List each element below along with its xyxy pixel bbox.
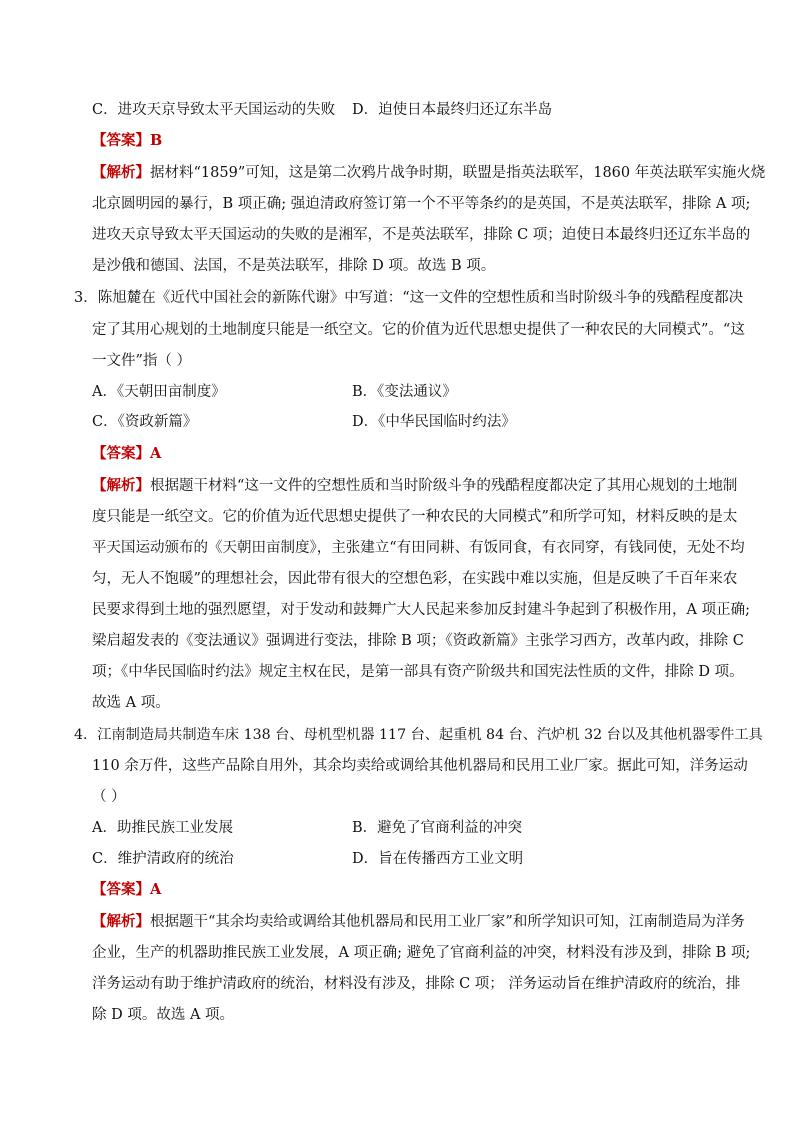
option-letter: D．: [352, 414, 379, 430]
explanation-tag: 【解析】: [92, 164, 150, 181]
q4-stem-line: （ ）: [92, 789, 126, 805]
q3-option-c: [92, 412, 197, 432]
q3-explanation-line: 【解析】根据题干材料“这一文件的空想性质和当时阶级斗争的残酷程度都决定了其用心规划的土地制: [92, 477, 738, 494]
question-number: 4．: [74, 727, 98, 743]
q3-explanation-line: 梁启超发表的《变法通议》强调进行变法，排除 B 项；《资政新篇》主张学习西方，改革内政，排除 C: [92, 633, 744, 649]
option-text: 避免了官商利益的冲突: [377, 820, 523, 836]
q4-option-b: [352, 818, 522, 838]
option-text: 《变法通议》: [377, 384, 457, 400]
q4-answer: [92, 880, 161, 900]
q4-explanation-line: 洋务运动有助于维护清政府的统治，材料没有涉及，排除 C 项； 洋务运动旨在维护清政府的统治，排: [92, 976, 741, 992]
question-number: 3．: [74, 290, 98, 306]
option-letter: D．: [352, 102, 379, 118]
explanation-tag: 【解析】: [92, 477, 150, 494]
option-letter: C．: [92, 414, 118, 430]
answer-tag: 【答案】: [92, 132, 150, 149]
option-letter: C．: [92, 851, 118, 867]
explanation-tag: 【解析】: [92, 913, 150, 930]
q4-stem-line: 4．江南制造局共制造车床 138 台、母机型机器 117 台、起重机 84 台、汽炉机 32 台以及其他机器零件工具: [74, 727, 763, 743]
q2-explanation-line: 进攻天京导致太平天国运动的失败的是湘军，不是英法联军，排除 C 项；迫使日本最终归还辽东半岛的: [92, 227, 751, 243]
option-text: 《中华民国临时约法》: [378, 414, 516, 430]
option-letter: A．: [92, 820, 117, 836]
option-text: 《天朝田亩制度》: [116, 384, 226, 400]
q4-option-c: [92, 849, 234, 869]
q3-answer: [92, 444, 161, 464]
q4-explanation-line: 企业，生产的机器助推民族工业发展，A 项正确; 避免了官商利益的冲突，材料没有涉及到，排除 B 项;: [92, 945, 751, 961]
q3-explanation-line: 项；《中华民国临时约法》规定主权在民，是第一部具有资产阶级共和国宪法性质的文件，排除 D 项。: [92, 664, 744, 680]
q3-option-a: [92, 382, 226, 402]
answer-value: A: [150, 445, 162, 462]
q2-option-d: [352, 100, 552, 120]
q3-explanation-line: 平天国运动颁布的《天朝田亩制度》，主张建立“有田同耕、有饭同食，有衣同穿，有钱同使，无处不均: [92, 540, 745, 556]
q3-option-b: [352, 382, 457, 402]
answer-tag: 【答案】: [92, 881, 150, 898]
q2-option-c: [92, 100, 335, 120]
q4-explanation-line: 除 D 项。故选 A 项。: [92, 1007, 235, 1023]
answer-value: A: [150, 881, 162, 898]
q2-explanation-line: 是沙俄和德国、法国，不是英法联军，排除 D 项。故选 B 项。: [92, 258, 496, 274]
q3-stem-line: 3．陈旭麓在《近代中国社会的新陈代谢》中写道：“这一文件的空想性质和当时阶级斗争的残酷程度都决: [74, 290, 744, 306]
option-text: 《资政新篇》: [117, 414, 198, 430]
q3-explanation-line: 度只能是一纸空文。它的价值为近代思想史提供了一种农民的大同模式”和所学可知，材料反映的是太: [92, 509, 738, 525]
option-letter: B．: [352, 384, 378, 400]
q4-stem-line: 110 余万件，这些产品除自用外，其余均卖给或调给其他机器局和民用工业厂家。据此可知，洋务运动: [92, 758, 748, 774]
q3-explanation-line: 故选 A 项。: [92, 695, 170, 711]
q3-explanation-line: 民要求得到土地的强烈愿望，对于发动和鼓舞广大人民起来参加反封建斗争起到了积极作用，A 项正确;: [92, 602, 750, 618]
option-letter: B．: [352, 820, 378, 836]
q3-stem-line: 一文件”指（ ）: [92, 353, 192, 369]
answer-tag: 【答案】: [92, 445, 150, 462]
option-letter: A．: [92, 384, 117, 400]
q2-explanation-line: 【解析】据材料“1859”可知，这是第二次鸦片战争时期，联盟是指英法联军，1860 年英法联军实施火烧: [92, 164, 766, 181]
option-text: 维护清政府的统治: [117, 851, 234, 867]
option-text: 迫使日本最终归还辽东半岛: [378, 102, 553, 118]
option-letter: D．: [352, 851, 379, 867]
q3-stem-line: 定了其用心规划的土地制度只能是一纸空文。它的价值为近代思想史提供了一种农民的大同模式”。“这: [92, 322, 745, 338]
q2-answer: [92, 131, 162, 151]
q4-option-d: [352, 849, 523, 869]
q3-explanation-line: 匀，无人不饱暖”的理想社会，因此带有很大的空想色彩，在实践中难以实施，但是反映了千百年来农: [92, 571, 738, 587]
answer-value: B: [150, 132, 163, 149]
q4-explanation-line: 【解析】根据题干“其余均卖给或调给其他机器局和民用工业厂家”和所学知识可知，江南制造局为洋务: [92, 913, 745, 930]
option-text: 助推民族工业发展: [116, 820, 233, 836]
option-text: 进攻天京导致太平天国运动的失败: [117, 102, 336, 118]
option-letter: C．: [92, 102, 118, 118]
q3-option-d: [352, 412, 516, 432]
q2-explanation-line: 北京圆明园的暴行，B 项正确; 强迫清政府签订第一个不平等条约的是英国，不是英法联军，排除 A 项;: [92, 196, 751, 212]
option-text: 旨在传播西方工业文明: [378, 851, 524, 867]
q4-option-a: [92, 818, 233, 838]
